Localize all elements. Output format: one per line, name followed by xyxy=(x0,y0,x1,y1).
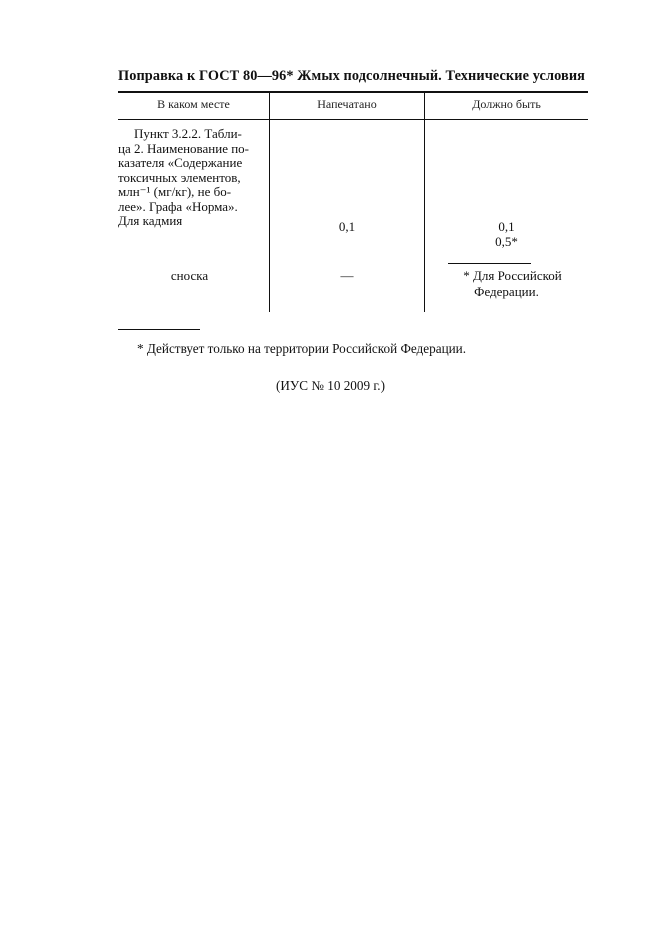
table-header-where: В каком месте xyxy=(157,97,230,111)
table-row-2-should-be-1: * Для Российской xyxy=(463,268,562,283)
table-top-rule xyxy=(118,91,588,93)
footnote-text: * Действует только на территории Российской Федерации. xyxy=(137,341,467,356)
where-line: казателя «Содержание xyxy=(118,155,243,170)
where-line: токсичных элементов, xyxy=(118,169,241,185)
inner-footnote-rule xyxy=(448,263,531,264)
where-line: Пункт 3.2.2. Табли- xyxy=(134,126,242,141)
table-row-2-should-be-2: Федерации. xyxy=(474,284,539,299)
table-header-rule xyxy=(118,119,588,120)
source-reference: (ИУС № 10 2009 г.) xyxy=(276,378,385,393)
table-header-printed: Напечатано xyxy=(317,97,377,111)
table-row-2-where: сноска xyxy=(170,268,209,283)
column-divider-2 xyxy=(424,91,425,312)
table-row-1-printed: 0,1 xyxy=(338,219,356,234)
where-line: Для кадмия xyxy=(118,213,183,228)
table-row-1-should-be-2: 0,5* xyxy=(495,234,518,249)
table-row-1-should-be-1: 0,1 xyxy=(498,219,515,234)
where-line: млн⁻¹ (мг/кг), не бо- xyxy=(118,184,232,199)
table-row-2-printed: — xyxy=(340,268,354,283)
table-row-1-where xyxy=(118,127,261,229)
footnote-rule xyxy=(118,329,200,330)
where-line: лее». Графа «Норма». xyxy=(118,198,238,214)
table-header-should-be: Должно быть xyxy=(472,97,541,111)
page-title: Поправка к ГОСТ 80—96* Жмых подсолнечный. Технические условия xyxy=(118,68,585,84)
where-line: ца 2. Наименование по- xyxy=(118,140,250,156)
